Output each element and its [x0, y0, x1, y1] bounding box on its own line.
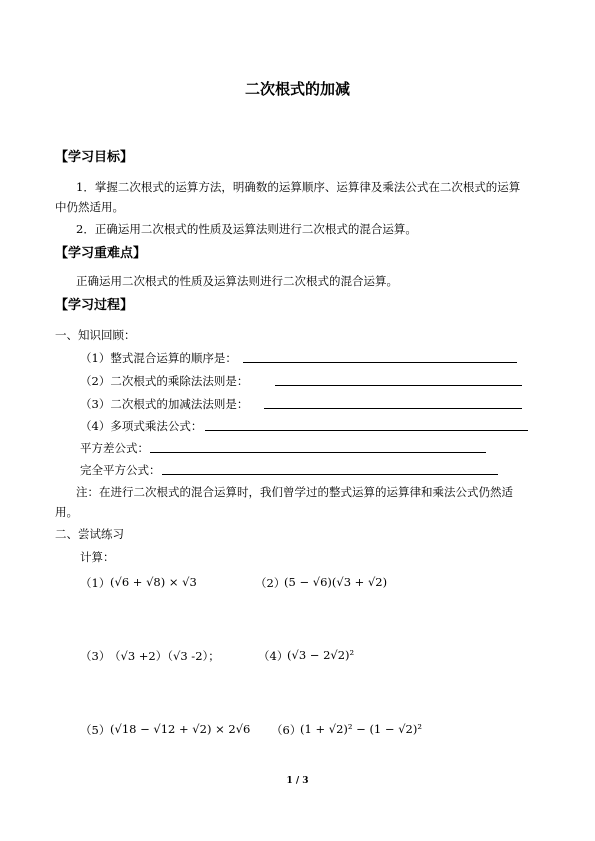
review-q5: 平方差公式：	[80, 441, 149, 455]
problem-1-label: （1）	[80, 576, 111, 590]
review-q4: （4）多项式乘法公式：	[80, 419, 203, 433]
objectives-heading: 【学习目标】	[55, 150, 134, 165]
keypoints-text: 正确运用二次根式的性质及运算法则进行二次根式的混合运算。	[76, 274, 398, 288]
practice-heading: 二、尝试练习	[55, 527, 124, 541]
review-q3: （3）二次根式的加减法法则是：	[80, 397, 249, 411]
problem-2-label: （2）	[255, 576, 286, 590]
answer-blank-q3[interactable]	[264, 408, 522, 409]
objective-1-line-1: 1．掌握二次根式的运算方法，明确数的运算顺序、运算律及乘法公式在二次根式的运算	[76, 180, 521, 194]
answer-blank-q1[interactable]	[243, 362, 517, 363]
review-note-line-1: 注：在进行二次根式的混合运算时，我们曾学过的整式运算的运算律和乘法公式仍然适	[76, 485, 513, 499]
process-heading: 【学习过程】	[55, 298, 134, 313]
answer-blank-q2[interactable]	[275, 385, 522, 386]
answer-blank-q4[interactable]	[205, 430, 528, 431]
objective-1-line-2: 中仍然适用。	[55, 200, 124, 214]
problem-4-label: （4）	[258, 649, 289, 663]
problem-3-label: （3）	[80, 649, 111, 663]
objective-2: 2．正确运用二次根式的性质及运算法则进行二次根式的混合运算。	[76, 222, 417, 236]
problem-4-expression: (√3 − 2√2)²	[287, 648, 355, 662]
answer-blank-q6[interactable]	[162, 474, 498, 475]
problem-6-label: （6）	[271, 723, 302, 737]
page-number: 1 / 3	[286, 776, 309, 786]
answer-blank-q5[interactable]	[150, 452, 486, 453]
review-heading: 一、知识回顾：	[55, 328, 136, 342]
page-title: 二次根式的加减	[244, 80, 350, 98]
problem-1-expression: (√6 + √8) × √3	[110, 575, 197, 589]
review-note-line-2: 用。	[55, 505, 78, 519]
keypoints-heading: 【学习重难点】	[55, 246, 147, 261]
problem-6-expression: (1 + √2)² − (1 − √2)²	[300, 722, 422, 736]
practice-instruction: 计算：	[80, 550, 115, 564]
problem-3-expression: （√3 +2）（√3 -2）；	[109, 649, 220, 663]
problem-5-label: （5）	[80, 723, 111, 737]
review-q2: （2）二次根式的乘除法法则是：	[80, 374, 249, 388]
problem-5-expression: (√18 − √12 + √2) × 2√6	[110, 722, 251, 736]
review-q1: （1）整式混合运算的顺序是：	[80, 351, 237, 365]
problem-2-expression: (5 − √6)(√3 + √2)	[284, 575, 388, 589]
review-q6: 完全平方公式：	[80, 463, 161, 477]
